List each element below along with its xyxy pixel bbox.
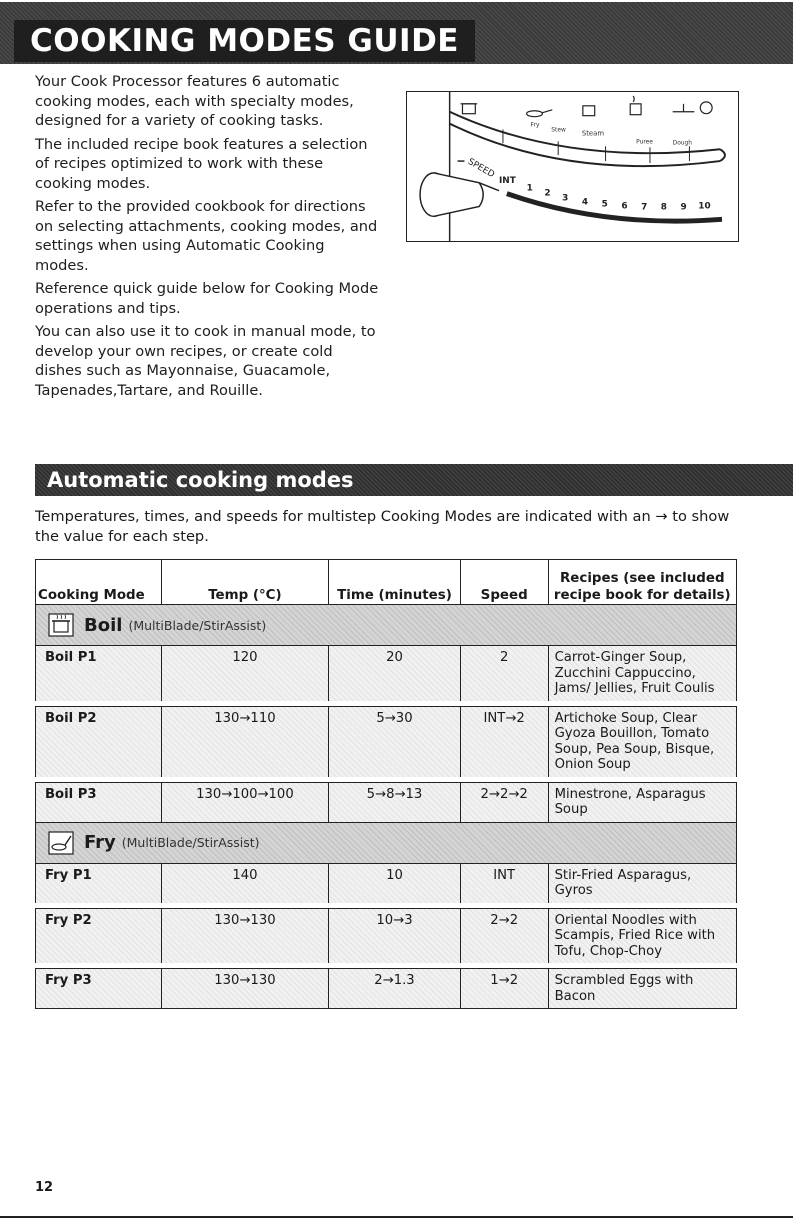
mode-icons — [461, 96, 713, 117]
table-row — [35, 706, 737, 777]
mode-label-dough: Dough — [672, 140, 693, 147]
speed-number: 3 — [562, 193, 569, 204]
cooking-modes-table — [35, 559, 737, 1009]
cell-temp: 120 — [162, 646, 330, 701]
speed-number: 10 — [698, 201, 711, 212]
cell-mode: Fry P1 — [36, 864, 162, 903]
fry-pan-icon — [527, 110, 553, 117]
title-bar — [0, 2, 793, 64]
table-row — [35, 968, 737, 1009]
header-speed: Speed — [461, 560, 549, 604]
cell-recipes: Stir-Fried Asparagus, Gyros — [554, 867, 692, 898]
cell-speed: 2→2 — [461, 909, 549, 964]
dough-icon — [700, 102, 712, 114]
table-row — [35, 645, 737, 701]
cell-mode: Boil P2 — [36, 707, 162, 777]
cell-recipes: Oriental Noodles with Scampis, Fried Rice with Tofu, Chop-Choy — [554, 912, 716, 959]
cell-speed: INT→2 — [461, 707, 549, 777]
control-panel-illustration — [406, 91, 739, 242]
intro-paragraph: The included recipe book features a selection of recipes optimized to work with these cooking modes. — [35, 135, 368, 192]
mode-label-puree: Puree — [636, 139, 653, 146]
section-header — [35, 464, 793, 496]
speed-number: 6 — [621, 201, 628, 212]
intro-paragraph: Your Cook Processor features 6 automatic cooking modes, each with specialty modes, designed for a variety of cooking tasks. — [35, 73, 354, 129]
speed-label: SPEED — [465, 156, 497, 181]
cell-speed: 2 — [461, 646, 549, 701]
cell-temp: 130→130 — [162, 909, 330, 964]
cell-temp: 130→110 — [162, 707, 330, 777]
int-label: INT — [498, 175, 516, 186]
speed-number: 5 — [601, 199, 608, 210]
cell-time: 2→1.3 — [329, 969, 461, 1008]
boil-pot-icon — [48, 613, 74, 637]
mode-group-attachments: (MultiBlade/StirAssist) — [121, 835, 260, 850]
intro-paragraph: You can also use it to cook in manual mode, to develop your own recipes, or create cold dishes such as Mayonnaise, Guacamole, Tapenades,Tartare, and Rouille. — [35, 323, 376, 399]
mode-label-fry: Fry — [530, 122, 540, 129]
cell-temp: 140 — [162, 864, 330, 903]
stew-pot-icon — [583, 106, 595, 116]
cell-recipes: Carrot-Ginger Soup, Zucchini Cappuccino, Jams/ Jellies, Fruit Coulis — [554, 650, 715, 696]
header-time: Time (minutes) — [329, 560, 461, 604]
speed-number: 8 — [660, 202, 668, 213]
cell-recipes: Scrambled Eggs with Bacon — [554, 973, 694, 1004]
header-temp: Temp (°C) — [162, 560, 330, 604]
speed-number: 4 — [581, 197, 589, 208]
section-title: Automatic cooking modes — [47, 468, 354, 492]
cell-time: 5→8→13 — [329, 783, 461, 822]
speed-knob — [420, 173, 499, 216]
cell-recipes: Minestrone, Asparagus Soup — [554, 786, 706, 817]
mode-group-name: Fry — [84, 832, 116, 853]
header-cooking-mode: Cooking Mode — [36, 560, 162, 604]
cell-time: 5→30 — [329, 707, 461, 777]
fry-pan-icon — [48, 831, 74, 855]
cell-speed: INT — [461, 864, 549, 903]
table-row — [35, 908, 737, 964]
cell-temp: 130→100→100 — [162, 783, 330, 822]
section-note: Temperatures, times, and speeds for multistep Cooking Modes are indicated with an → to show the value for each step. — [35, 508, 730, 545]
cell-time: 20 — [329, 646, 461, 701]
cell-mode: Boil P1 — [36, 646, 162, 701]
intro-paragraph: Refer to the provided cookbook for directions on selecting attachments, cooking modes, and settings when using Automatic Cooking modes. — [35, 198, 378, 274]
mode-group-fry — [35, 822, 737, 863]
speed-number: 2 — [544, 188, 551, 199]
cell-mode: Fry P3 — [36, 969, 162, 1008]
steam-icon — [630, 96, 641, 115]
header-recipes: Recipes (see included recipe book for details) — [553, 571, 731, 603]
mode-group-attachments: (MultiBlade/StirAssist) — [128, 617, 267, 633]
intro-text — [35, 72, 380, 404]
cell-recipes: Artichoke Soup, Clear Gyoza Bouillon, Tomato Soup, Pea Soup, Bisque, Onion Soup — [554, 710, 715, 772]
table-header — [35, 559, 737, 604]
cell-temp: 130→130 — [162, 969, 330, 1008]
table-row — [35, 863, 737, 903]
bottom-divider — [0, 1216, 793, 1218]
mode-group-boil — [35, 604, 737, 645]
intro-paragraph: Reference quick guide below for Cooking Mode operations and tips. — [35, 280, 379, 317]
page-title: COOKING MODES GUIDE — [14, 20, 475, 62]
mode-label-stew: Stew — [551, 127, 566, 134]
speed-number: 1 — [526, 183, 533, 194]
mode-group-name: Boil — [84, 614, 123, 636]
cell-mode: Fry P2 — [36, 909, 162, 964]
cell-time: 10→3 — [329, 909, 461, 964]
cell-time: 10 — [329, 864, 461, 903]
boil-pot-icon — [461, 104, 478, 114]
speed-number: 9 — [680, 202, 687, 213]
cell-speed: 2→2→2 — [461, 783, 549, 822]
speed-number: 7 — [641, 202, 648, 213]
mode-label-steam: Steam — [581, 129, 605, 138]
table-row — [35, 782, 737, 822]
page-number: 12 — [35, 1180, 54, 1195]
cell-mode: Boil P3 — [36, 783, 162, 822]
puree-icon — [673, 104, 695, 112]
cell-speed: 1→2 — [461, 969, 549, 1008]
